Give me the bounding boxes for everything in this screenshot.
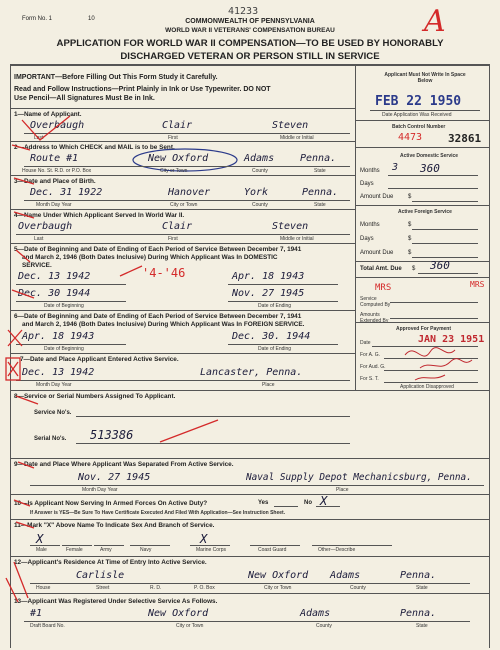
s12-city: New Oxford xyxy=(248,570,309,581)
s12-label: 12—Applicant's Residence At Time of Entry Into Active Service. xyxy=(14,559,207,566)
form-number: Form No. 1 xyxy=(22,16,53,22)
service-computed-label: Service Computed By xyxy=(360,296,391,308)
for-st-label: For S. T. xyxy=(360,376,379,382)
s2-county: Adams xyxy=(244,153,275,164)
s6-label-line1: 6—Date of Beginning and Date of Ending of Each Period of Service Between December 7, 1941 xyxy=(14,313,302,320)
s4-cap-last: Last xyxy=(34,236,44,242)
form-code: 10 xyxy=(88,16,95,22)
approval-date-label: Date xyxy=(360,340,371,346)
commonwealth-heading: COMMONWEALTH OF PENNSYLVANIA xyxy=(185,18,315,25)
dom-amount-value: 360 xyxy=(420,162,440,175)
received-date-stamp: FEB 22 1950 xyxy=(375,94,462,109)
amounts-extended-label: Amounts Extended By xyxy=(360,312,389,324)
corner-initials: MRS xyxy=(470,280,485,289)
s9-cap-date: Month Day Year xyxy=(82,487,118,493)
s4-middle: Steven xyxy=(272,221,309,232)
computed-by-initials: MRS xyxy=(375,283,392,293)
approved-for-payment: Approved For Payment xyxy=(396,326,452,332)
s3-cap-state: State xyxy=(314,202,326,208)
s5-cap-begin: Date of Beginning xyxy=(44,303,84,309)
s3-cap-county: County xyxy=(252,202,268,208)
s8-serial-value: 513386 xyxy=(90,428,134,442)
office-use-notice: Applicant Must Not Write In Space Below xyxy=(384,72,466,84)
s6-cap-end: Date of Ending xyxy=(258,346,292,352)
s2-cap-county: County xyxy=(252,168,268,174)
form-title-line2: DISCHARGED VETERAN OR PERSON STILL IN SERVICE xyxy=(120,51,380,62)
s5-begin-2: Dec. 30 1944 xyxy=(18,288,91,299)
corner-letter: A xyxy=(424,4,446,39)
s8-label: 8—Service or Serial Numbers Assigned To Applicant. xyxy=(14,393,176,400)
for-aud-label: For Aud. G. xyxy=(360,364,386,370)
for-amount-dollar: $ xyxy=(408,250,412,256)
s3-date: Dec. 31 1922 xyxy=(30,187,103,198)
s1-last: Overbaugh xyxy=(30,120,85,131)
domestic-service-title: Active Domestic Service xyxy=(400,153,459,159)
s5-begin-1: Dec. 13 1942 xyxy=(18,271,91,282)
s12-street: Carlisle xyxy=(76,570,125,581)
total-amount-value: 360 xyxy=(430,259,450,272)
for-days-dollar: $ xyxy=(408,236,412,242)
s13-state: Penna. xyxy=(400,608,437,619)
s2-cap-city: City or Town xyxy=(160,168,188,174)
total-dollar: $ xyxy=(412,266,416,272)
s4-first: Clair xyxy=(162,221,193,232)
s11-marine-mark: X xyxy=(200,532,208,546)
s6-end: Dec. 30. 1944 xyxy=(232,331,311,342)
s2-state: Penna. xyxy=(300,153,337,164)
s6-begin: Apr. 18 1943 xyxy=(22,331,95,342)
s1-first: Clair xyxy=(162,120,193,131)
s10-yes: Yes xyxy=(258,500,269,506)
s7-place: Lancaster, Penna. xyxy=(200,367,303,378)
s7-date: Dec. 13 1942 xyxy=(22,367,95,378)
s11-option-female: Female xyxy=(66,547,83,553)
s5-label-line1: 5—Date of Beginning and Date of Ending of Each Period of Service Between December 7, 1941 xyxy=(14,246,302,253)
foreign-service-title: Active Foreign Service xyxy=(398,209,452,215)
s3-state: Penna. xyxy=(302,187,339,198)
form-title-line1: APPLICATION FOR WORLD WAR II COMPENSATION—TO BE USED BY HONORABLY xyxy=(56,38,444,49)
document-number: 41233 xyxy=(228,6,259,17)
s5-label-line2: and March 2, 1946 (Both Dates Inclusive) During Which Applicant Was In DOMESTIC xyxy=(22,254,278,261)
bureau-heading: WORLD WAR II VETERANS' COMPENSATION BUREAU xyxy=(165,27,335,34)
batch-control-stamp: 32861 xyxy=(448,132,482,145)
s11-option-army: Army xyxy=(100,547,112,553)
s5-cap-end: Date of Ending xyxy=(258,303,292,309)
dom-days-label: Days xyxy=(360,181,374,187)
s9-place: Naval Supply Depot Mechanicsburg, Penna. xyxy=(246,472,472,483)
received-date-caption: Date Application Was Received xyxy=(382,112,452,118)
for-amount-label: Amount Due xyxy=(360,250,394,256)
s10-no-mark: X xyxy=(320,494,328,508)
s7-cap-place: Place xyxy=(262,382,275,388)
s11-option-other: Other—Describe xyxy=(318,547,356,553)
s3-city: Hanover xyxy=(168,187,211,198)
dom-months-value: 3 xyxy=(392,162,399,173)
total-amount-label: Total Amt. Due xyxy=(360,266,402,272)
s5-label-line3: SERVICE. xyxy=(22,262,52,269)
s2-city: New Oxford xyxy=(148,153,209,164)
s11-label: 11—Mark "X" Above Name To Indicate Sex And Branch of Service. xyxy=(14,522,215,529)
s12-cap-county: County xyxy=(350,585,366,591)
s1-label: 1—Name of Applicant. xyxy=(14,111,82,118)
s2-cap-state: State xyxy=(314,168,326,174)
s11-option-coast: Coast Guard xyxy=(258,547,287,553)
s11-option-marine: Marine Corps xyxy=(196,547,227,553)
s1-cap-first: First xyxy=(168,135,178,141)
instruction-line2: Read and Follow Instructions—Print Plainly in Ink or Use Typewriter. DO NOT xyxy=(14,86,271,93)
for-months-dollar: $ xyxy=(408,222,412,228)
dom-dollar: $ xyxy=(408,194,412,200)
for-days-label: Days xyxy=(360,236,374,242)
s12-cap-house: House xyxy=(36,585,51,591)
batch-handwritten: 4473 xyxy=(398,132,423,143)
s10-no: No xyxy=(304,500,312,506)
s11-male-mark: X xyxy=(36,532,44,546)
s12-cap-po: P. O. Box xyxy=(194,585,215,591)
s5-end-2: Nov. 27 1945 xyxy=(232,288,305,299)
s9-label: 9—Date and Place Where Applicant Was Separated From Active Service. xyxy=(14,461,234,468)
s2-street: Route #1 xyxy=(30,153,79,164)
batch-control-label: Batch Control Number xyxy=(392,124,446,130)
dom-months-label: Months xyxy=(360,168,380,174)
s13-cap-city: City or Town xyxy=(176,623,204,629)
s11-option-navy: Navy xyxy=(140,547,152,553)
s7-label: 7—Date and Place Applicant Entered Active Service. xyxy=(20,356,179,363)
disapproved-label: Application Disapproved xyxy=(400,384,454,390)
s12-cap-city: City or Town xyxy=(264,585,292,591)
s1-cap-middle: Middle or Initial xyxy=(280,135,314,141)
s12-county: Adams xyxy=(330,570,361,581)
s3-cap-city: City or Town xyxy=(170,202,198,208)
s2-cap-street: House No. St. R.D. or P.O. Box xyxy=(22,168,92,174)
s13-board: #1 xyxy=(30,608,43,619)
s6-label-line2: and March 2, 1946 (Both Dates Inclusive) During Which Applicant Was In FOREIGN SERVICE. xyxy=(22,321,305,328)
instruction-important: IMPORTANT—Before Filling Out This Form Study it Carefully. xyxy=(14,74,218,81)
s9-date: Nov. 27 1945 xyxy=(78,472,151,483)
instruction-line3: Use Pencil—All Signatures Must Be in Ink. xyxy=(14,95,155,102)
approval-date-stamp: JAN 23 1951 xyxy=(418,334,485,345)
s13-cap-state: State xyxy=(416,623,428,629)
s5-end-1: Apr. 18 1943 xyxy=(232,271,305,282)
for-ag-label: For A. G. xyxy=(360,352,381,358)
s12-state: Penna. xyxy=(400,570,437,581)
s3-label: 3—Date and Place of Birth. xyxy=(14,178,96,185)
s10-note: If Answer is YES—Be Sure To Have Certificate Executed And Filed With Application—See Instruction Sheet. xyxy=(30,510,286,516)
s3-cap-date: Month Day Year xyxy=(36,202,72,208)
s12-cap-state: State xyxy=(416,585,428,591)
s6-cap-begin: Date of Beginning xyxy=(44,346,84,352)
for-months-label: Months xyxy=(360,222,380,228)
s8-serial-no-label: Serial No's. xyxy=(34,436,67,442)
s12-cap-street: Street xyxy=(96,585,110,591)
s4-cap-first: First xyxy=(168,236,178,242)
s5-red-note: '4-'46 xyxy=(142,266,186,280)
s9-cap-place: Place xyxy=(336,487,349,493)
s8-service-no-label: Service No's. xyxy=(34,410,72,416)
s10-label: 10—Is Applicant Now Serving In Armed Forces On Active Duty? xyxy=(14,500,208,507)
s4-cap-middle: Middle or Initial xyxy=(280,236,314,242)
s13-cap-board: Draft Board No. xyxy=(30,623,65,629)
s12-cap-rd: R. D. xyxy=(150,585,162,591)
s4-label: 4—Name Under Which Applicant Served In World War II. xyxy=(14,212,185,219)
s3-county: York xyxy=(244,187,269,198)
s13-label: 13—Applicant Was Registered Under Selective Service As Follows. xyxy=(14,598,218,605)
s13-city: New Oxford xyxy=(148,608,209,619)
s7-cap-date: Month Day Year xyxy=(36,382,72,388)
s2-label: 2—Address to Which CHECK and MAIL is to be Sent. xyxy=(14,144,175,151)
s11-option-male: Male xyxy=(36,547,47,553)
s4-last: Overbaugh xyxy=(18,221,73,232)
s1-cap-last: Last xyxy=(34,135,44,141)
s1-middle: Steven xyxy=(272,120,309,131)
s13-cap-county: County xyxy=(316,623,332,629)
s13-county: Adams xyxy=(300,608,331,619)
dom-amount-label: Amount Due xyxy=(360,194,394,200)
